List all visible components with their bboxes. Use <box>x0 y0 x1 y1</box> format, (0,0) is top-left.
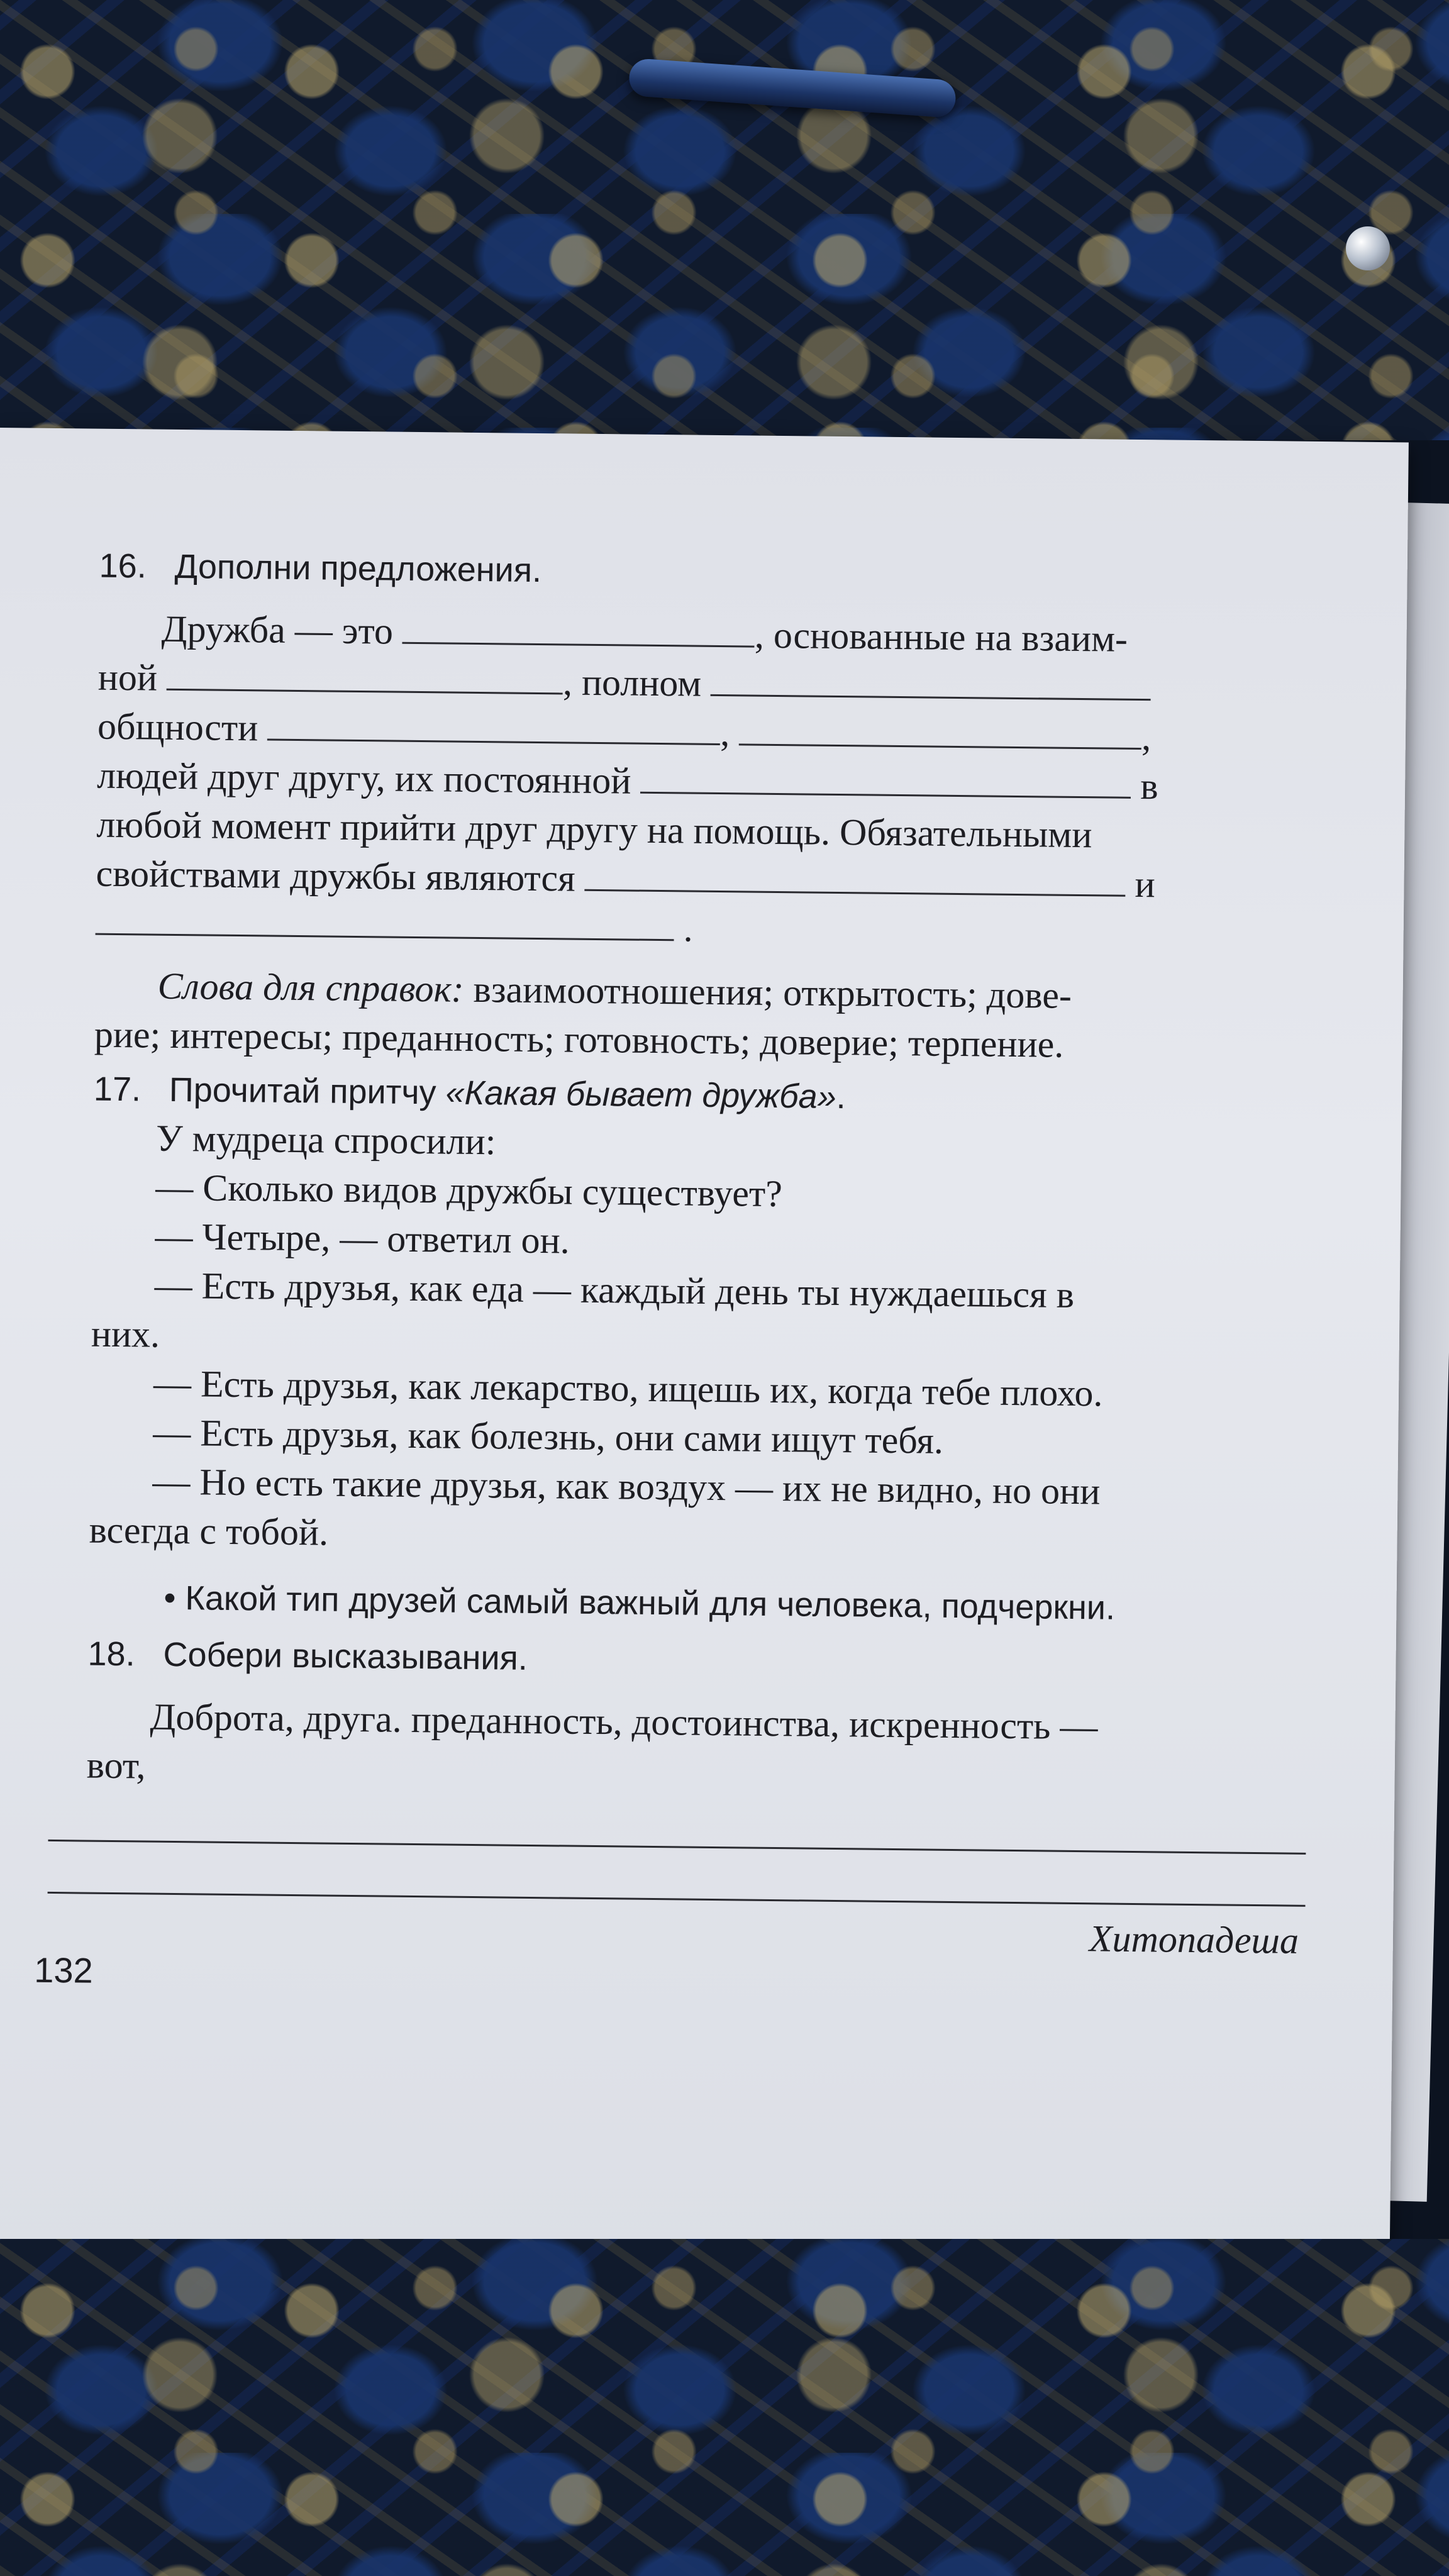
parable-line: них. <box>91 1313 160 1355</box>
fill-in-blank[interactable] <box>584 858 1126 897</box>
reference-words-line-2: рие; интересы; преданность; готовность; доверие; терпение. <box>94 1013 1064 1065</box>
parable-line: — Есть друзья, как болезнь, они сами ищут тебя. <box>152 1411 944 1462</box>
task-18-heading: Собери высказывания. <box>163 1635 528 1677</box>
fill-in-blank[interactable] <box>267 707 721 745</box>
text-segment: . <box>836 1077 846 1116</box>
parable-line: У мудреца спросили: <box>155 1117 496 1163</box>
task-18-line-2: вот, <box>86 1744 146 1787</box>
parable-line: — Но есть такие друзья, как воздух — их не видно, но они <box>152 1460 1101 1513</box>
text-segment: общности <box>97 705 258 749</box>
text-segment: . <box>683 908 694 950</box>
task-18-line-1: Доброта, друга. преданность, достоинства, искренность — <box>150 1696 1098 1748</box>
parable-line: — Четыре, — ответил он. <box>155 1215 570 1262</box>
reference-words-text: взаимоотношения; открытость; дове- <box>464 968 1072 1016</box>
task-17-question: • Какой тип друзей самый важный для человека, подчеркни. <box>164 1579 1116 1627</box>
task-17-parable-title: «Какая бывает дружба» <box>445 1074 836 1116</box>
parable-line: — Сколько видов дружбы существует? <box>155 1166 783 1215</box>
fill-in-blank[interactable] <box>739 712 1142 750</box>
text-segment: Дружба — это <box>161 608 394 652</box>
text-segment: , <box>719 712 730 754</box>
task-16-number: 16. <box>99 547 147 586</box>
fill-in-blank[interactable] <box>640 760 1131 799</box>
text-segment: , основанные на взаим- <box>754 614 1128 660</box>
task-16-line-5: любой момент прийти друг другу на помощь. Обязательными <box>96 803 1092 856</box>
fill-in-blank[interactable] <box>402 611 755 648</box>
parable-line: всегда с тобой. <box>89 1509 329 1553</box>
text-segment: людей друг другу, их постоянной <box>96 754 631 802</box>
page-number: 132 <box>33 1950 94 1990</box>
task-16-heading: Дополни предложения. <box>174 547 542 590</box>
workbook-page <box>0 428 1409 2279</box>
task-17-heading: Прочитай притчу <box>169 1070 446 1112</box>
reference-words-label: Слова для справок: <box>157 965 464 1010</box>
text-segment: в <box>1140 765 1159 808</box>
text-segment: ной <box>97 656 158 699</box>
fill-in-blank[interactable] <box>167 657 564 695</box>
text-segment: свойствами дружбы являются <box>96 852 576 899</box>
text-segment: , <box>1141 716 1152 758</box>
parable-line: — Есть друзья, как лекарство, ищешь их, когда тебе плохо. <box>153 1362 1103 1414</box>
task-18-number: 18. <box>87 1635 135 1674</box>
fill-in-blank[interactable] <box>96 902 675 941</box>
parable-line: — Есть друзья, как еда — каждый день ты нуждаешься в <box>154 1264 1075 1316</box>
task-17-number: 17. <box>93 1070 142 1109</box>
carpet-background-bottom <box>0 2239 1449 2576</box>
fill-in-blank[interactable] <box>711 663 1152 701</box>
bead-ornament <box>1346 226 1390 270</box>
page-content <box>33 542 1326 2004</box>
text-segment: и <box>1135 863 1156 906</box>
quote-author: Хитопадеша <box>1089 1918 1299 1962</box>
text-segment: , полном <box>562 661 702 704</box>
